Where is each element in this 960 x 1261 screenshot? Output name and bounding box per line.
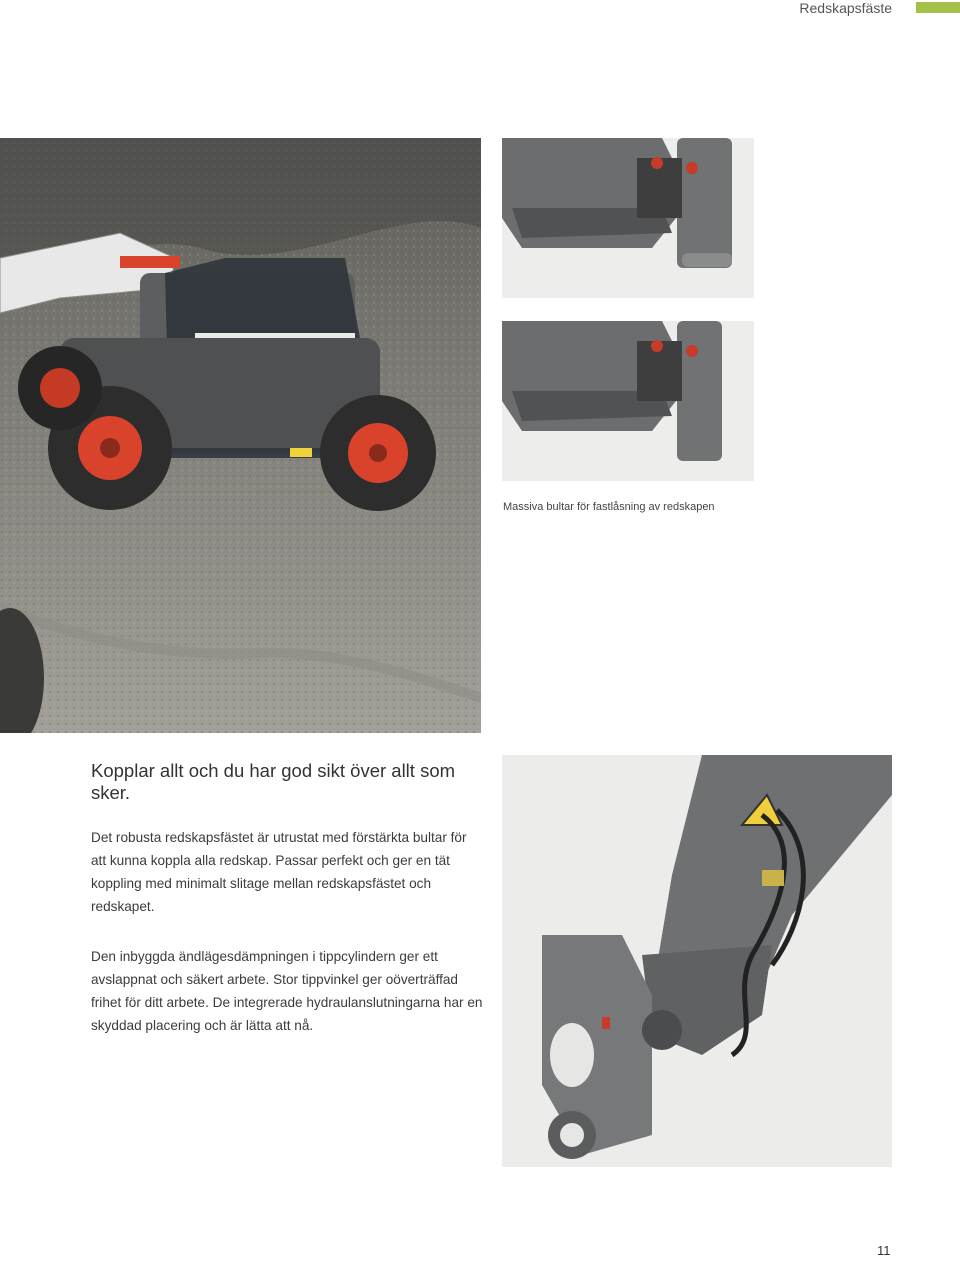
attachment-pins-photo-2 bbox=[502, 321, 754, 481]
headline: Kopplar allt och du har god sikt över allt som sker. bbox=[91, 760, 456, 803]
section-accent-bar bbox=[916, 2, 960, 13]
photo-caption: Massiva bultar för fastlåsning av redskapen bbox=[503, 501, 715, 513]
telehandler-photo bbox=[0, 138, 481, 733]
body-paragraph-1: Det robusta redskapsfästet är utrustat med förstärkta bultar för att kunna koppla alla redskap. Passar perfekt och ger en tät koppling med minimalt slitage mellan redskapsfästet och redskapet. bbox=[91, 830, 467, 914]
section-title: Redskapsfäste bbox=[799, 0, 892, 16]
body-paragraph-2: Den inbyggda ändlägesdämpningen i tippcylindern ger ett avslappnat och säkert arbete. Stor tippvinkel ger oöverträffad frihet för ditt arbete. De integrerade hydraulanslutningarna har en skyddad placering och är lätta att nå. bbox=[91, 949, 483, 1033]
boom-attachment-photo bbox=[502, 755, 892, 1167]
page-number: 11 bbox=[877, 1243, 891, 1258]
attachment-pins-photo-1 bbox=[502, 138, 754, 298]
